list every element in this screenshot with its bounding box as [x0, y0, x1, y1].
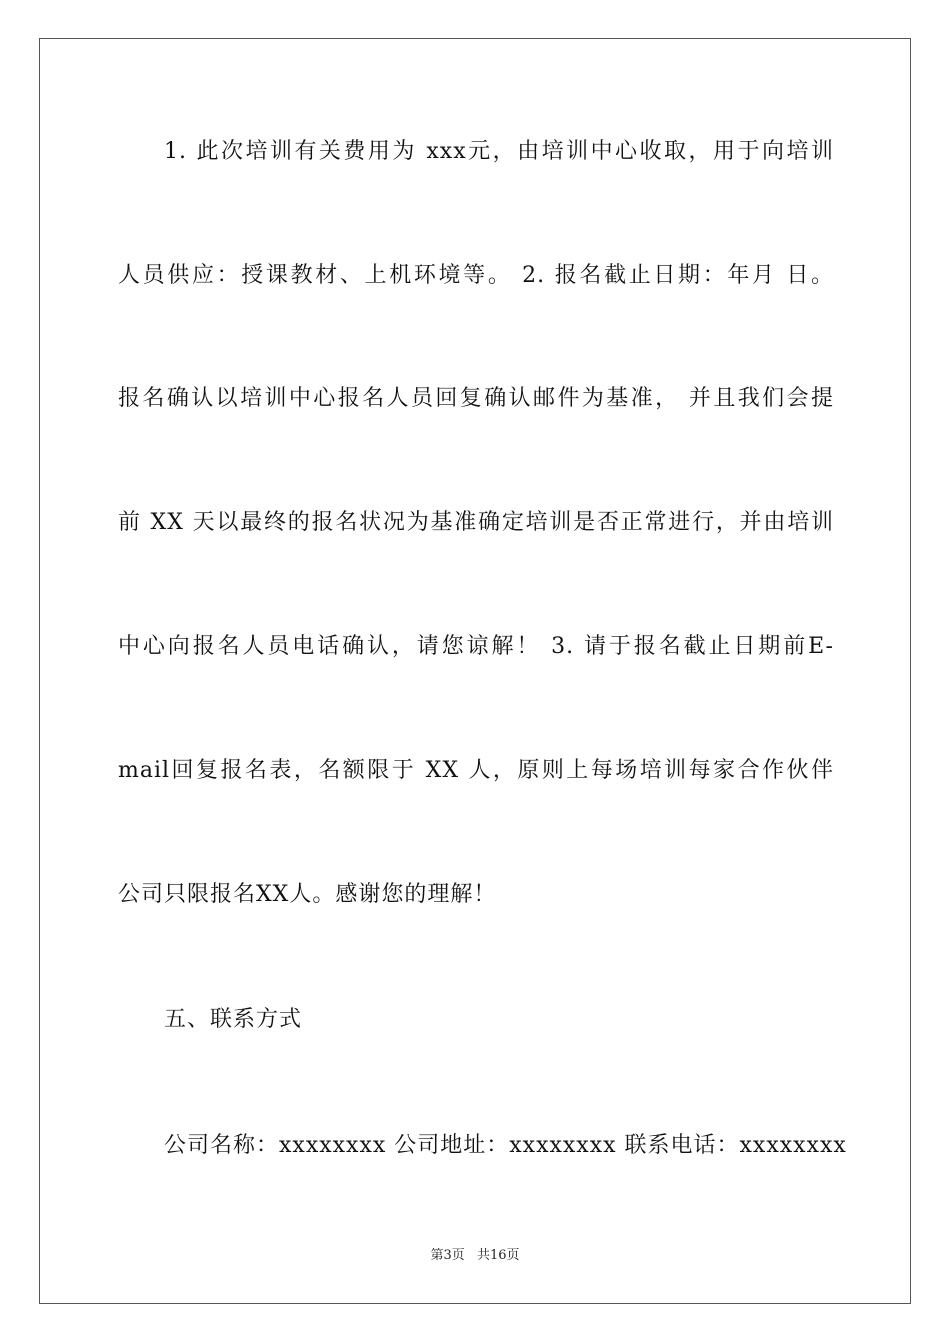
- page-frame: [39, 38, 911, 1304]
- contact-line: 公司名称：xxxxxxxx 公司地址：xxxxxxxx 联系电话：xxxxxxxx: [164, 1133, 847, 1158]
- paragraph-line-1: 1. 此次培训有关费用为 xxx元，由培训中心收取，用于向培训: [164, 139, 834, 164]
- page-footer: [0, 1247, 950, 1265]
- section-heading: 五、联系方式: [164, 1007, 303, 1032]
- paragraph-line-2: 人员供应：授课教材、上机环境等。 2. 报名截止日期：年月 日。: [118, 263, 834, 288]
- paragraph-line-5: 中心向报名人员电话确认，请您谅解！ 3. 请于报名截止日期前E-: [118, 634, 834, 659]
- paragraph-line-3: 报名确认以培训中心报名人员回复确认邮件为基准， 并且我们会提: [118, 386, 834, 411]
- paragraph-line-7: 公司只限报名XX人。感谢您的理解！: [118, 882, 497, 907]
- paragraph-line-4: 前 XX 天以最终的报名状况为基准确定培训是否正常进行，并由培训: [118, 510, 834, 535]
- page-current: 第3页: [430, 1248, 465, 1263]
- paragraph-line-6: mail回复报名表，名额限于 XX 人，原则上每场培训每家合作伙伴: [118, 758, 834, 783]
- page-total: 共16页: [476, 1248, 520, 1263]
